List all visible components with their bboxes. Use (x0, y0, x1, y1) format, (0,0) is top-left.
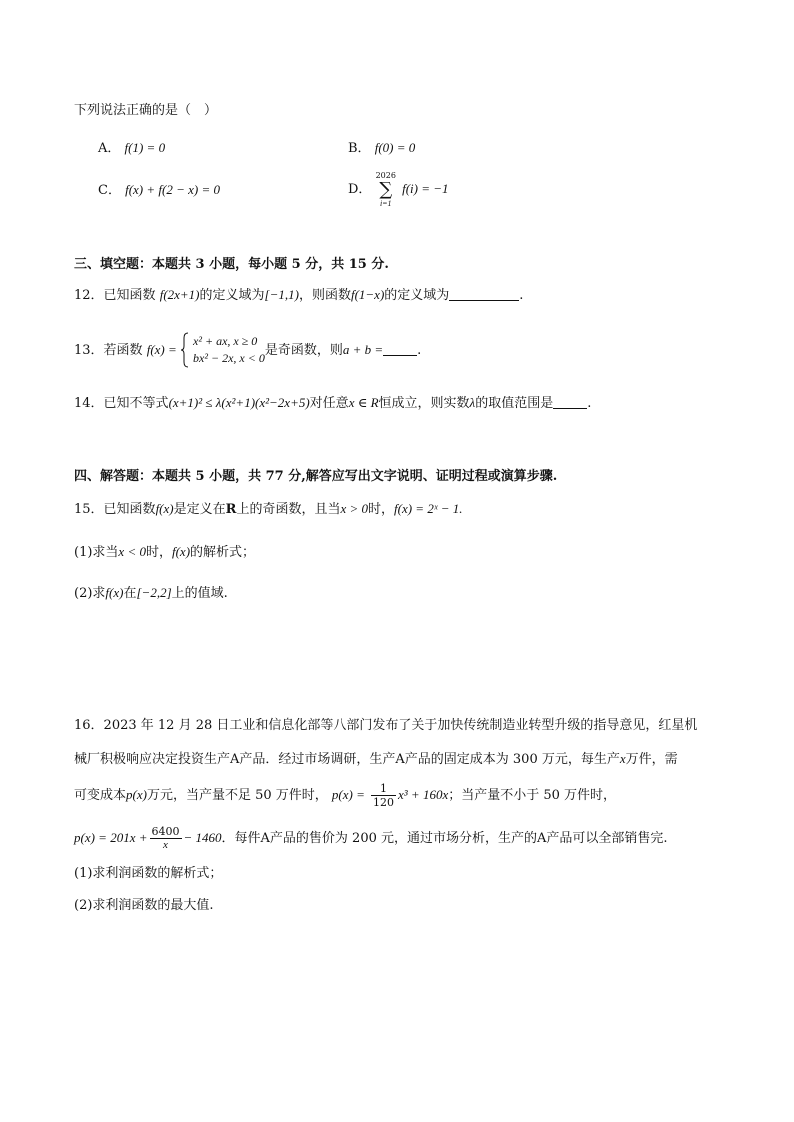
q12-end: . (519, 288, 524, 303)
option-a-expr: f(1) = 0 (124, 140, 166, 155)
q15-text: 已知函数 (103, 502, 156, 517)
q14 (74, 393, 591, 414)
q12-text: 已知函数 (103, 288, 156, 303)
q15-p1-text: (1)求当 (74, 545, 119, 560)
q13-end: . (417, 343, 422, 358)
fraction (150, 825, 182, 852)
q12-func2: f(1−x) (350, 287, 385, 302)
q16-line1: 16．2023 年 12 月 28 日工业和信息化部等八部门发布了关于加快传统制造业转型升级的指导意见，红星机 (74, 718, 698, 733)
q16-line4 (74, 823, 668, 854)
q15-func: f(x) (155, 501, 174, 516)
q15-p2-text: 上的值域. (171, 586, 228, 601)
q11-option-b (348, 138, 415, 159)
q16-eq2-left: p(x) = 201x + (74, 830, 148, 845)
q11-option-c (98, 180, 220, 201)
option-d-expr: f(i) = −1 (402, 181, 449, 196)
q16-text: 可变成本 (74, 788, 127, 803)
q16-part2: (2)求利润函数的最大值. (74, 898, 214, 913)
q16-text: ；当产量不小于 50 万件时， (448, 788, 617, 803)
q16-text: 械厂积极响应决定投资生产A产品．经过市场调研，生产A产品的固定成本为 300 万元，每生产 (74, 752, 620, 767)
q13-text: 是奇函数，则 (264, 343, 343, 358)
sum-lower: i=1 (379, 198, 392, 208)
sigma-symbol: ∑ (379, 178, 393, 200)
q15-p2-interval: [−2,2] (136, 585, 172, 600)
q15-p1-text: 的解析式； (190, 545, 256, 560)
piecewise-case1: x² + ax, x ≥ 0 (193, 334, 258, 349)
q15-stem (74, 499, 463, 520)
summation (376, 171, 396, 209)
option-d-label: D． (348, 182, 372, 197)
q16-eq1-right: x³ + 160x (398, 787, 449, 802)
q11-option-a (98, 138, 165, 159)
answer-blank (383, 342, 417, 356)
q14-lambda: λ (469, 395, 476, 410)
sum-upper: 2026 (375, 170, 396, 180)
q14-text: 的取值范围是 (475, 396, 554, 411)
q16-line2 (74, 749, 678, 770)
answer-blank (449, 287, 519, 301)
fraction-numerator: 1 (371, 782, 396, 796)
q13-text: 若函数 (103, 343, 143, 358)
q15-text: 是定义在 (173, 502, 226, 517)
section4-heading: 四、解答题：本题共 5 小题，共 77 分,解答应写出文字说明、证明过程或演算步骤. (74, 469, 558, 484)
q16-cost-func: p(x) (126, 787, 147, 802)
q15-part2 (74, 583, 228, 604)
section3-heading: 三、填空题：本题共 3 小题，每小题 5 分，共 15 分. (74, 257, 389, 272)
q16-text: 万件，需 (625, 752, 678, 767)
q16-part1: (1)求利润函数的解析式； (74, 866, 223, 881)
q14-text: 对任意 (309, 396, 349, 411)
q12-func1: f(2x+1) (159, 287, 200, 302)
option-b-label: B． (348, 141, 371, 156)
q13 (74, 332, 421, 369)
piecewise-case2: bx² − 2x, x < 0 (193, 351, 265, 366)
q14-end: . (587, 396, 592, 411)
q16-text: 万元，当产量不足 50 万件时， (146, 788, 328, 803)
q15-condition: x > 0 (340, 501, 368, 516)
q15-part1 (74, 542, 255, 563)
fraction-denominator: x (163, 839, 168, 851)
q15-p1-cond: x < 0 (118, 544, 146, 559)
option-c-label: C． (98, 183, 121, 198)
q15-expression: f(x) = 2ˣ − 1. (394, 501, 463, 516)
q14-number: 14． (74, 396, 104, 411)
fraction (371, 782, 396, 809)
q11-option-d (348, 170, 449, 209)
q12-number: 12． (74, 288, 104, 303)
left-brace-icon (181, 332, 189, 368)
q12-text: 的定义域为 (199, 288, 265, 303)
answer-blank (553, 395, 587, 409)
q15-p1-func: f(x) (171, 544, 191, 559)
q13-func: f(x) = (146, 342, 177, 357)
option-c-expr: f(x) + f(2 − x) = 0 (125, 182, 220, 197)
q11-stem: 下列说法正确的是（ ） (74, 103, 218, 118)
q15-p2-func: f(x) (105, 585, 124, 600)
q14-domain: x ∈ R (348, 395, 379, 410)
q12-text: 的定义域为 (384, 288, 450, 303)
q16-var-x: x (619, 751, 626, 766)
q15-reals: R (225, 502, 237, 517)
q15-p1-text: 时， (145, 545, 172, 560)
q15-text: 上的奇函数，且当 (236, 502, 341, 517)
option-a-label: A． (98, 141, 121, 156)
q12 (74, 285, 523, 306)
q15-number: 15． (74, 502, 104, 517)
q13-number: 13． (74, 343, 104, 358)
q14-text: 已知不等式 (103, 396, 169, 411)
q15-p2-text: 在 (123, 586, 137, 601)
q14-text: 恒成立，则实数 (378, 396, 470, 411)
q15-text: 时， (368, 502, 395, 517)
fraction-numerator: 6400 (151, 825, 180, 838)
fraction-denominator: 120 (373, 796, 394, 809)
q12-text: ，则函数 (298, 288, 351, 303)
q16-eq2-right: − 1460 (183, 830, 222, 845)
piecewise (181, 332, 265, 369)
q14-inequality: (x+1)² ≤ λ(x²+1)(x²−2x+5) (168, 395, 310, 410)
q16-line3 (74, 780, 616, 811)
q12-interval: [−1,1) (264, 287, 299, 302)
q16-text: ．每件A产品的售价为 200 元，通过市场分析，生产的A产品可以全部销售完. (221, 831, 668, 846)
q13-ab: a + b = (342, 342, 384, 357)
option-b-expr: f(0) = 0 (374, 140, 416, 155)
q15-p2-text: (2)求 (74, 586, 106, 601)
q16-eq1-left: p(x) = (331, 787, 365, 802)
